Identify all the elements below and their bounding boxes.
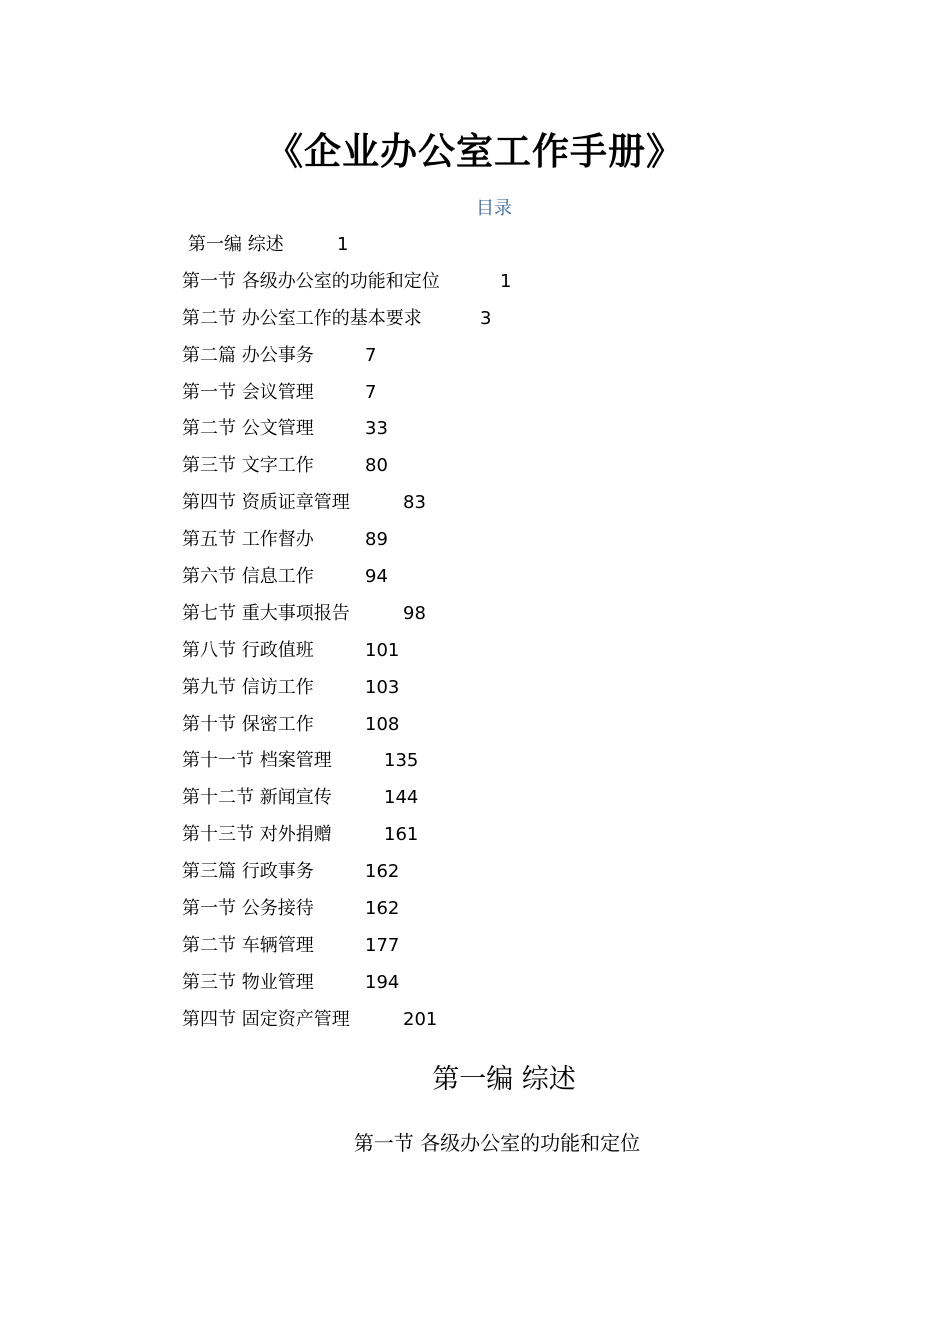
document-title: 《企业办公室工作手册》 [266,130,684,173]
toc-entry-page: 94 [365,566,388,588]
toc-entry-page: 7 [365,344,377,366]
section-heading: 第一编 综述 [432,1064,576,1095]
toc-entry-title: 第二节 公文管理 [182,418,314,440]
toc-entry-page: 89 [365,529,388,551]
toc-entry-page: 108 [365,713,400,735]
toc-entry-title: 第一节 会议管理 [182,381,314,403]
toc-entry-page: 161 [384,824,419,846]
toc-entry-title: 第五节 工作督办 [182,529,314,551]
toc-entry-page: 162 [365,898,400,920]
toc-entry-title: 第七节 重大事项报告 [182,602,350,624]
toc-entry-page: 7 [365,381,377,403]
toc-entry-title: 第一编 综述 [188,234,284,255]
toc-entry-title: 第三节 物业管理 [182,971,314,993]
subsection-heading: 第一节 各级办公室的功能和定位 [353,1131,641,1155]
toc-entry-title: 第一节 公务接待 [182,898,314,920]
toc-entry-title: 第十一节 档案管理 [182,750,332,772]
toc-entry-title: 第二节 车辆管理 [182,934,314,956]
toc-entry-page: 33 [365,418,388,440]
toc-entry-title: 第十节 保密工作 [182,713,314,735]
toc-entry-title: 第二节 办公室工作的基本要求 [182,307,422,329]
toc-entry-title: 第一节 各级办公室的功能和定位 [182,270,440,292]
toc-entry-title: 第二篇 办公事务 [182,344,314,366]
toc-entry-page: 162 [365,861,400,883]
toc-entry-page: 1 [337,234,349,255]
toc-entry-page: 201 [403,1008,438,1030]
toc-entry-page: 144 [384,787,419,809]
toc-entry-page: 98 [403,602,426,624]
toc-entry-title: 第九节 信访工作 [182,676,314,698]
toc-entry-page: 177 [365,934,400,956]
toc-entry-page: 194 [365,971,400,993]
toc-entry-title: 第十三节 对外捐赠 [182,824,332,846]
toc-entry-page: 1 [500,270,512,292]
toc-entry-page: 101 [365,639,400,661]
toc-heading: 目录 [476,198,512,219]
toc-entry-title: 第三节 文字工作 [182,455,314,477]
toc-entry-title: 第八节 行政值班 [182,639,314,661]
toc-entry-page: 80 [365,455,388,477]
toc-entry-page: 135 [384,750,419,772]
toc-entry-title: 第四节 固定资产管理 [182,1008,350,1030]
toc-entry-title: 第三篇 行政事务 [182,861,314,883]
toc-entry-title: 第四节 资质证章管理 [182,492,350,514]
toc-entry-page: 103 [365,676,400,698]
toc-entry-page: 3 [480,307,492,329]
toc-entry-title: 第十二节 新闻宣传 [182,787,332,809]
toc-entry-title: 第六节 信息工作 [182,566,314,588]
toc-entry-page: 83 [403,492,426,514]
